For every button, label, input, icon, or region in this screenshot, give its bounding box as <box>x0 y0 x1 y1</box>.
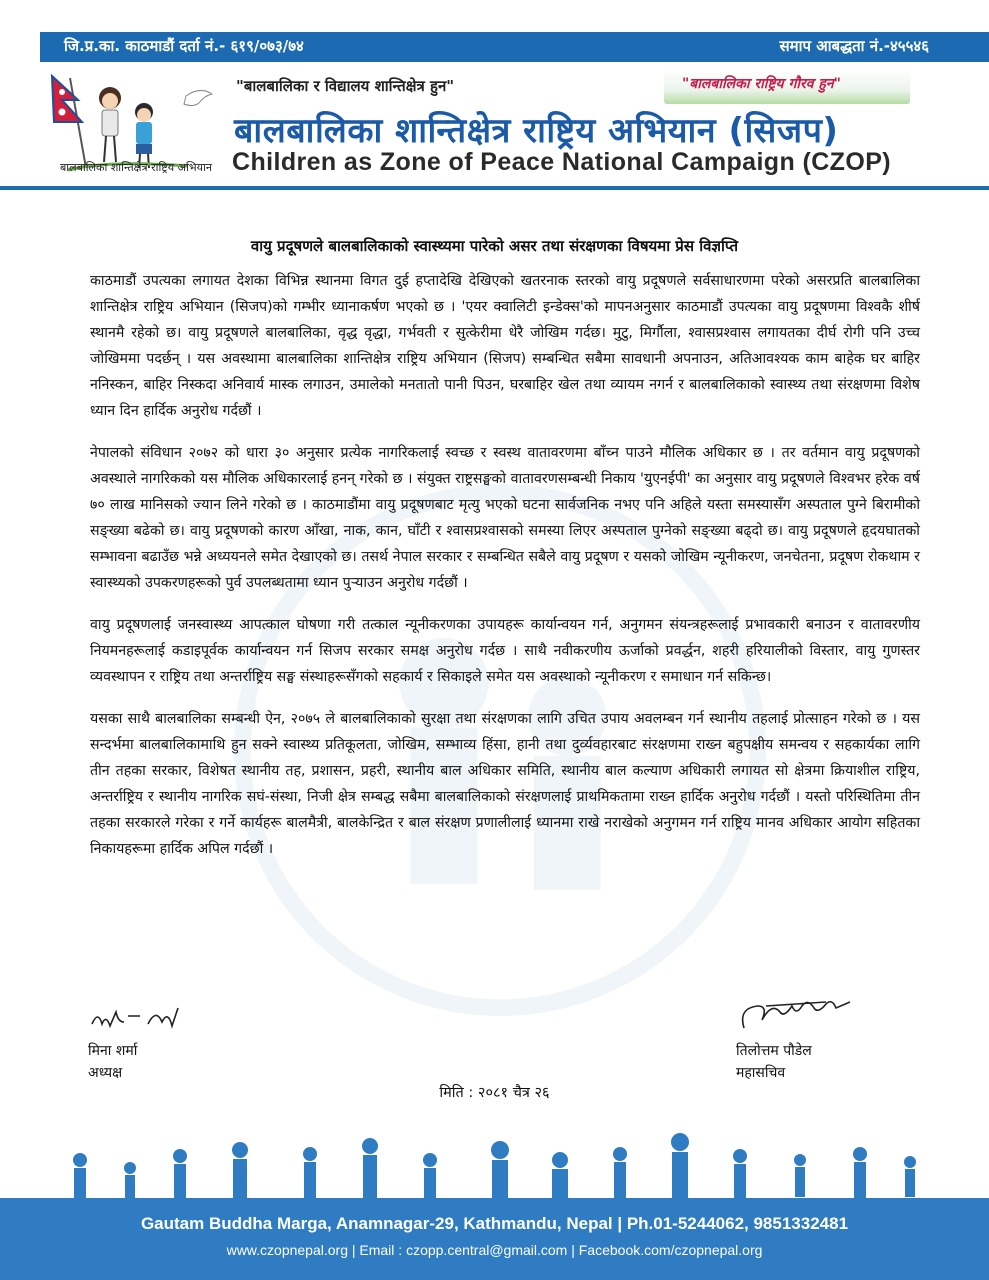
paragraph: वायु प्रदूषणलाई जनस्वास्थ्य आपत्काल घोषणा गरी तत्काल न्यूनीकरणका उपायहरू कार्यान्वयन गर्न, अनुगमन संयन्त्रहरूलाई प्रभावकारी बनाउन र वातावरणीय नियमनहरूलाई कडाइपूर्वक कार्यान्वयन गर्न सिजप सरकार समक्ष अनुरोध गर्दछ । साथै नवीकरणीय ऊर्जाको प्रवर्द्धन, शहरी हरियालीको विस्तार, वायु गुणस्तर व्यवस्थापन र राष्ट्रिय तथा अन्तर्राष्ट्रिय सङ्घ संस्थाहरूसँगको सहकार्य र सिकाइले समेत यस अवस्थाको न्यूनीकरण र समाधान गर्न सकिन्छ। <box>90 617 920 685</box>
header-bar <box>0 0 989 62</box>
slogan-right-banner <box>664 70 910 104</box>
footer-contacts: www.czopnepal.org | Email : czopp.central@gmail.com | Facebook.com/czopnepal.org <box>226 1242 763 1258</box>
paragraph: नेपालको संविधान २०७२ को धारा ३० अनुसार प्रत्येक नागरिकलाई स्वच्छ र स्वस्थ वातावरणमा बाँच्न पाउने मौलिक अधिकार छ । तर वर्तमान वायु प्रदूषणको अवस्थाले नागरिकको यस मौलिक अधिकारलाई हनन् गरेको छ । संयुक्त राष्ट्रसङ्घको वातावरणसम्बन्धी निकाय 'युएनईपी' का अनुसार वायु प्रदूषणले विश्वभर हरेक वर्ष ७० लाख मानिसको ज्यान लिने गरेको छ । काठमाडौंमा वायु प्रदूषणबाट मृत्यु भएको घटना सार्वजनिक नभए पनि अहिले यस्ता समस्यासँग अस्पताल पुग्ने बिरामीको सङ्ख्या बढेको छ। वायु प्रदूषणको कारण आँखा, नाक, कान, घाँटी र श्वासप्रश्वासको समस्या लिएर अस्पताल पुग्नेको सङ्ख्या बढ्दो छ। वायु प्रदूषणले हृदयघातको सम्भावना बढाउँछ भन्ने अध्ययनले समेत देखाएको छ। तसर्थ नेपाल सरकार र सम्बन्धित सबैले वायु प्रदूषण र यसको जोखिम न्यूनीकरण, जनचेतना, प्रदूषण रोकथाम र स्वास्थ्यको उपकरणहरूको पुर्व उपलब्धतामा ध्यान पुऱ्याउन अनुरोध गर्दछौं । <box>90 445 920 591</box>
slogan-left: "बालबालिका र विद्यालय शान्तिक्षेत्र हुन" <box>236 77 455 95</box>
signature-scribble <box>736 994 876 1040</box>
issue-date: मिति : २०८१ चैत्र २६ <box>439 1085 550 1101</box>
slogan-right-text: "बालबालिका राष्ट्रिय गौरव हुन" <box>682 76 841 92</box>
signatory-name: तिलोत्तम पौडेल <box>736 1043 812 1059</box>
signatory-name: मिना शर्मा <box>88 1043 138 1059</box>
header-divider <box>0 186 989 190</box>
registration-number: जि.प्र.का. काठमाडौं दर्ता नं.- ६१९/०७३/७४ <box>64 37 304 55</box>
signature-block-chair <box>88 994 268 1084</box>
footer-bar <box>0 1200 989 1280</box>
press-release-title: वायु प्रदूषणले बालबालिकाको स्वास्थ्यमा पारेको असर तथा संरक्षणका विषयमा प्रेस विज्ञप्ति <box>250 237 739 255</box>
paragraph: काठमाडौं उपत्यका लगायत देशका विभिन्न स्थानमा विगत दुई हप्तादेखि देखिएको खतरनाक स्तरको वायु प्रदूषणले सर्वसाधारणमा परेको असरप्रति बालबालिका शान्तिक्षेत्र राष्ट्रिय अभियान (सिजप)को गम्भीर ध्यानाकर्षण भएको छ । 'एयर क्वालिटी इन्डेक्स'को मापनअनुसार काठमाडौं उपत्यका वायु प्रदूषणमा विश्वकै शीर्ष स्थानमै रहेको छ। वायु प्रदूषणले बालबालिका, वृद्ध वृद्धा, गर्भवती र सुत्केरीमा धेरै जोखिम गर्दछ। मुटु, मिर्गौला, श्वासप्रश्वास लगायतका दीर्घ रोगी पनि उच्च जोखिममा पदर्छन् । यस अवस्थामा बालबालिका शान्तिक्षेत्र राष्ट्रिय अभियान (सिजप) सम्बन्धित सबैमा सावधानी अपनाउन, अतिआवश्यक काम बाहेक घर बाहिर ननिस्कन, बाहिर निस्कदा अनिवार्य मास्क लगाउन, उमालेको मनतातो पानी पिउन, घरबाहिर खेल तथा व्यायम नगर्न र बालबालिकाको स्वास्थ्य तथा संरक्षणमा विशेष ध्यान दिन हार्दिक अनुरोध गर्दछौं । <box>90 273 920 419</box>
footer-address: Gautam Buddha Marga, Anamnagar-29, Kathmandu, Nepal | Ph.01-5244062, 9851332481 <box>140 1214 849 1233</box>
signatory-role: महासचिव <box>736 1065 786 1081</box>
affiliation-number: समाप आबद्धता नं.-४५५४६ <box>779 37 929 55</box>
signature-scribble <box>88 994 208 1040</box>
paragraph: यसका साथै बालबालिका सम्बन्धी ऐन, २०७५ ले बालबालिकाको सुरक्षा तथा संरक्षणका लागि उचित उपाय अवलम्बन गर्न स्थानीय तहलाई प्रोत्साहन गरेको छ । यस सन्दर्भमा बालबालिकामाथि हुन सक्ने स्वास्थ्य प्रतिकूलता, जोखिम, सम्भाव्य हिंसा, हानी तथा दुर्व्यवहारबाट संरक्षणमा राख्न बहुपक्षीय समन्वय र सहकार्यका लागि तीन तहका सरकार, विशेषत स्थानीय तह, प्रशासन, प्रहरी, स्थानीय बाल अधिकार समिति, स्थानीय बाल कल्याण अधिकारी लगायत सो क्षेत्रमा क्रियाशील राष्ट्रिय, अन्तर्राष्ट्रिय र स्थानीय नागरिक सघं-संस्था, निजी क्षेत्र सम्बद्ध सबैमा बालबालिकाको संरक्षणलाई प्राथमिकतामा राख्न हार्दिक अनुरोध गर्दछौं । यस्तो परिस्थितिमा तीन तहका सरकारले गरेका र गर्ने कार्यहरू बालमैत्री, बालकेन्द्रित र बाल संरक्षण प्रणालीलाई ध्यानमा राखे नराखेको अनुगमन गर्न राष्ट्रिय मानव अधिकार आयोग सहितका निकायहरूमा हार्दिक अपिल गर्दछौं । <box>90 711 920 857</box>
logo-caption: बालबालिका शान्तिक्षेत्र राष्ट्रिय अभियान <box>60 161 212 174</box>
press-release-body <box>90 268 920 878</box>
organization-name-nepali: बालबालिका शान्तिक्षेत्र राष्ट्रिय अभियान (सिजप) <box>234 111 839 151</box>
organization-name-english: Children as Zone of Peace National Campaign (CZOP) <box>232 148 891 176</box>
signature-block-secretary <box>736 994 916 1084</box>
signatory-role: अध्यक्ष <box>88 1065 123 1081</box>
